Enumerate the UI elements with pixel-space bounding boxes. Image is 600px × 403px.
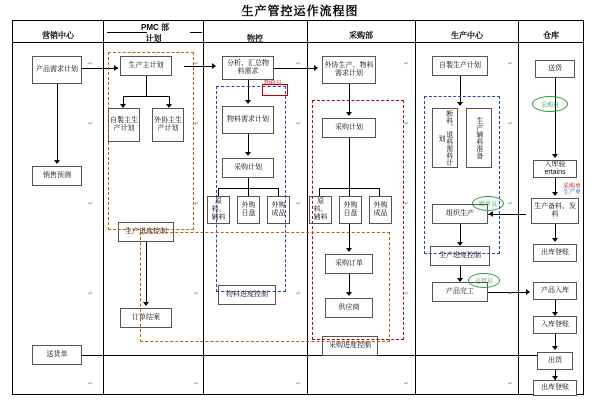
marker-15: ↵ [508, 201, 514, 207]
arrow-p1-mc1 [212, 63, 216, 69]
marker-9: ↵ [404, 121, 410, 127]
marker-8: ↵ [296, 121, 302, 127]
marker-5: ↵ [508, 61, 514, 67]
node-outsourced-master-plan[interactable]: 外协主生产计划 [152, 108, 184, 142]
marker-3: ↵ [296, 61, 302, 67]
annotation-production-order: 生产单 [563, 190, 582, 196]
annotation-purchase-order: 采购单 [563, 184, 582, 190]
marker-12: ↵ [194, 201, 200, 207]
node-outsourced-production-material-plan[interactable]: 外协生产、物料需求计划 [322, 56, 376, 84]
marker-10: ↵ [508, 121, 514, 127]
node-organize-production[interactable]: 组织生产 [432, 204, 488, 224]
arrow-m1-m2 [54, 160, 60, 164]
arrow-w1-w2 [552, 154, 558, 158]
node-self-production-plan[interactable]: 自製生产计划 [432, 56, 488, 76]
node-order-closing[interactable]: 订单结案 [120, 308, 172, 328]
node-product-demand-plan[interactable]: 产品需求计划 [32, 56, 82, 84]
node-inbound-inspection[interactable]: 入库验ertains [533, 160, 577, 178]
node-sales-forecast[interactable]: 销售预测 [32, 166, 82, 186]
marker-19: ↵ [404, 291, 410, 297]
page-title: 生产管控运作流程图 [241, 4, 359, 18]
node-material-return-plan[interactable]: 断料、退料需料计划 [432, 108, 458, 168]
node-production-aux-prepare[interactable]: 生产辅料准备 [466, 108, 492, 168]
arrow-mc1-pu1 [314, 65, 318, 71]
node-production-material-issue[interactable]: 生产备料、发料 [531, 198, 579, 224]
column-header-marketing: 营销中心 [42, 31, 74, 40]
node-raw-auxiliary-material[interactable]: 原料、辅料 [207, 196, 230, 224]
node-outbound-record[interactable]: 出库登账 [533, 244, 577, 262]
node-product-inbound[interactable]: 产品入库 [533, 282, 577, 300]
node-purchase-daily[interactable]: 外购日盘 [339, 196, 362, 224]
column-header-material: 物控 [247, 34, 263, 43]
node-material-requirement-plan[interactable]: 物料需求计划 [222, 106, 274, 134]
column-divider-1 [103, 20, 104, 395]
group-header-pmc: PMC 部 [141, 23, 169, 32]
node-purchase-plan-material[interactable]: 采购计划 [222, 158, 274, 178]
marker-20: ↵ [508, 291, 514, 297]
column-divider-4 [415, 20, 416, 395]
loop-production-dashed [424, 96, 500, 254]
annotation-material-clerk: 物料员 [264, 81, 283, 87]
conn-mc1-pu1 [274, 68, 316, 69]
marker-13: ↵ [296, 201, 302, 207]
node-product-finished[interactable]: 产品完工 [432, 282, 488, 302]
node-purchase-raw-material[interactable]: 原料、辅料 [309, 196, 332, 224]
conn-m1-m2 [57, 84, 58, 162]
marker-22: ↵ [194, 381, 200, 387]
loop-plan-dashed [108, 52, 194, 230]
node-deliver-goods[interactable]: 送货 [535, 60, 575, 78]
column-header-purchase: 采购部 [349, 31, 373, 40]
column-divider-5 [518, 20, 519, 395]
annotation-follow-up: 跟单员 [472, 196, 504, 211]
loop-control-outer-dashed [140, 232, 390, 342]
marker-21: ↵ [88, 381, 94, 387]
node-outsourced-finished[interactable]: 外购成品 [267, 196, 290, 224]
node-shipment[interactable]: 出货 [537, 352, 573, 370]
marker-2: ↵ [194, 61, 200, 67]
marker-24: ↵ [404, 381, 410, 387]
marker-25: ↵ [508, 381, 514, 387]
column-header-plan: 计划 [145, 34, 162, 43]
marker-6: ↵ [88, 121, 94, 127]
node-purchase-order[interactable]: 采购订单 [325, 254, 373, 274]
node-analyze-aggregate-material-demand[interactable]: 分析、汇总物料需求 [222, 56, 274, 80]
annotation-warehouse-keeper: 仓管员 [468, 273, 500, 288]
column-header-warehouse: 仓库 [543, 31, 559, 40]
marker-7: ↵ [194, 121, 200, 127]
marker-17: ↵ [194, 291, 200, 297]
arrow-w3-w4 [552, 238, 558, 242]
marker-11: ↵ [88, 201, 94, 207]
annotation-material-clerk-box [262, 84, 288, 96]
node-production-progress-control-plan[interactable]: 生产进度控制 [118, 222, 174, 242]
node-purchase-progress-control[interactable]: 采购进度控制 [322, 336, 378, 356]
conn-w1-w2 [555, 78, 556, 156]
arrow-w6-w7 [552, 346, 558, 350]
node-self-made-master-plan[interactable]: 自製主生产计划 [108, 108, 140, 142]
node-inbound-record[interactable]: 入库登账 [533, 316, 577, 334]
annotation-buyer: 采购员 [532, 96, 568, 112]
marker-14: ↵ [404, 201, 410, 207]
node-outsourced-daily[interactable]: 外购日盘 [237, 196, 260, 224]
node-production-progress-control[interactable]: 生产进度控制 [430, 246, 490, 266]
marker-16: ↵ [88, 291, 94, 297]
node-purchase-plan[interactable]: 采购计划 [322, 118, 376, 138]
marker-18: ↵ [296, 291, 302, 297]
node-delivery-note[interactable]: 送货单 [32, 345, 82, 365]
arrow-pr6-w5 [526, 289, 530, 295]
arrow-w2-w3 [552, 192, 558, 196]
column-header-production: 生产中心 [451, 31, 483, 40]
node-material-progress-control[interactable]: 物料进度控制 [218, 285, 276, 305]
marker-1: ↵ [88, 61, 94, 67]
marker-23: ↵ [296, 381, 302, 387]
node-outbound-record-2[interactable]: 出库登账 [533, 380, 577, 396]
node-master-production-plan[interactable]: 生产主计划 [120, 56, 172, 76]
node-supplier[interactable]: 供应商 [325, 298, 373, 318]
node-purchase-finished[interactable]: 外购成品 [369, 196, 392, 224]
marker-4: ↵ [404, 61, 410, 67]
